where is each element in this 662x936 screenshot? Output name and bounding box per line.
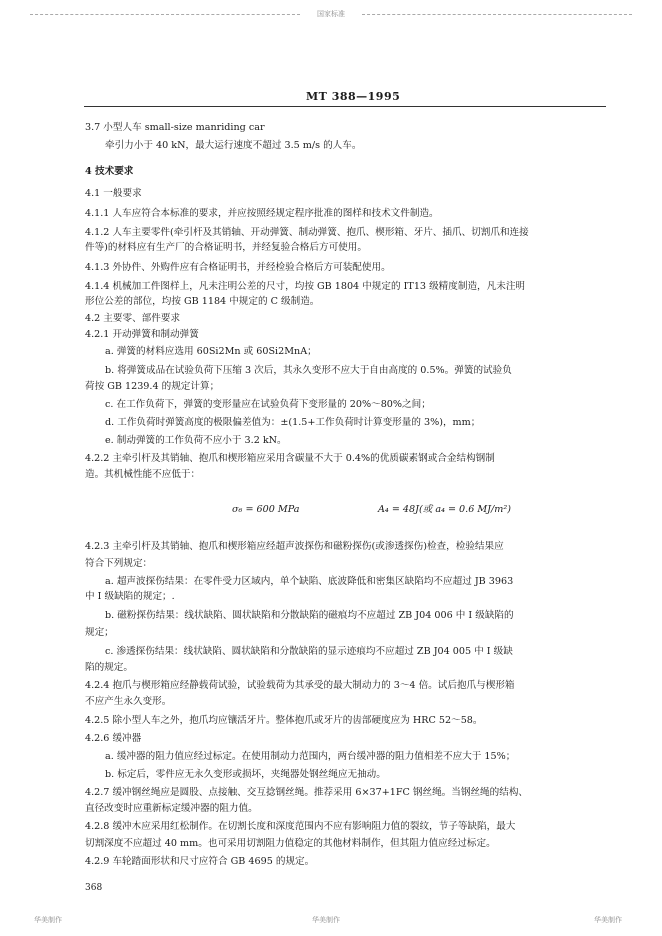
section-4-2-6-a: a. 缓冲器的阻力值应经过标定。在使用制动力范围内，两台缓冲器的阻力值相差不应大于 15%；: [105, 751, 516, 762]
section-4-2-1-b-line1: b. 将弹簧成品在试验负荷下压缩 3 次后，其永久变形不应大于自由高度的 0.5%。弹簧的试验负: [105, 365, 512, 376]
header-dash-right: [362, 14, 632, 15]
header-rule: [84, 106, 606, 107]
section-4-2-3-b-line2: 规定；: [85, 627, 114, 638]
section-4-1-3: 4.1.3 外协件、外购件应有合格证明书，并经检验合格后方可装配使用。: [85, 262, 391, 273]
section-4-2-8-line1: 4.2.8 缓冲木应采用红松制作。在切割长度和深度范围内不应有影响阻力值的裂纹，节子等缺陷，最大: [85, 821, 516, 832]
page-number: 368: [85, 883, 103, 893]
section-4-2-1-b-line2: 荷按 GB 1239.4 的规定计算；: [85, 381, 220, 392]
section-4-2-4-line1: 4.2.4 抱爪与楔形箱应经静载荷试验，试验载荷为其承受的最大制动力的 3～4 倍。试后抱爪与楔形箱: [85, 680, 515, 691]
section-4-2-1-c: c. 在工作负荷下，弹簧的变形量应在试验负荷下变形量的 20%～80%之间；: [105, 399, 431, 410]
section-4-2-6-b: b. 标定后，零件应无永久变形或损坏，夹绳器处钢丝绳应无抽动。: [105, 769, 386, 780]
header-dash-left: [30, 14, 300, 15]
section-4-2-2-line2: 造。其机械性能不应低于：: [85, 469, 201, 480]
section-4-2-7-line1: 4.2.7 缓冲钢丝绳应是圆股、点接触、交互捻钢丝绳。推荐采用 6×37+1FC 钢丝绳。当钢丝绳的结构、: [85, 787, 529, 798]
section-3-7-body: 牵引力小于 40 kN，最大运行速度不超过 3.5 m/s 的人车。: [105, 140, 362, 151]
section-4-2-1-d: d. 工作负荷时弹簧高度的极限偏差值为：±(1.5+工作负荷时计算变形量的 3%)，mm；: [105, 417, 481, 428]
section-4-2-1-e: e. 制动弹簧的工作负荷不应小于 3.2 kN。: [105, 435, 287, 446]
section-4-2-1: 4.2.1 开动弹簧和制动弹簧: [85, 329, 199, 340]
section-4-2-3-c-line1: c. 渗透探伤结果：线状缺陷、圆状缺陷和分散缺陷的显示迹痕均不应超过 ZB J04 005 中 I 级缺: [105, 646, 513, 657]
section-4-2-6: 4.2.6 缓冲器: [85, 733, 142, 744]
section-4-2-7-line2: 直径改变时应重新标定缓冲器的阻力值。: [85, 803, 258, 814]
section-4-1-2-line2: 件等)的材料应有生产厂的合格证明书，并经复验合格后方可使用。: [85, 242, 367, 253]
section-4-2-8-line2: 切割深度不应超过 40 mm。也可采用切割阻力值稳定的其他材料制作，但其阻力值应经过标定。: [85, 838, 496, 849]
section-4-2-2-line1: 4.2.2 主牵引杆及其销轴、抱爪和楔形箱应采用含碳量不大于 0.4%的优质碳素钢或合金结构钢制: [85, 453, 495, 464]
section-4-1-1: 4.1.1 人车应符合本标准的要求，并应按照经规定程序批准的图样和技术文件制造。: [85, 208, 439, 219]
header-top-label: 国家标准: [317, 10, 345, 18]
section-4-1-4-line2: 形位公差的部位，均按 GB 1184 中规定的 C 级制造。: [85, 296, 320, 307]
formula-tensile-strength: σ₆ = 600 MPa: [232, 504, 300, 515]
section-4-2-3-a-line1: a. 超声波探伤结果：在零件受力区域内，单个缺陷、底波降低和密集区缺陷均不应超过 JB 3963: [105, 576, 514, 587]
section-4-heading: 4 技术要求: [85, 166, 134, 177]
footer-label-right: 华美制作: [594, 916, 622, 924]
standard-id: MT 388—1995: [306, 90, 401, 103]
section-4-2: 4.2 主要零、部件要求: [85, 313, 181, 324]
footer-label-left: 华美制作: [34, 916, 62, 924]
formula-impact-energy: A₄ = 48J(或 a₄ = 0.6 MJ/m²): [378, 504, 511, 515]
section-4-1-2-line1: 4.1.2 人车主要零件(牵引杆及其销轴、开动弹簧、制动弹簧、抱爪、楔形箱、牙片、插爪、切割爪和连接: [85, 227, 529, 238]
section-4-2-3-line2: 符合下列规定：: [85, 558, 153, 569]
section-4-1-4-line1: 4.1.4 机械加工件图样上，凡未注明公差的尺寸，均按 GB 1804 中规定的 IT13 级精度制造，凡未注明: [85, 281, 526, 292]
section-3-7-heading: 3.7 小型人车 small-size manriding car: [85, 122, 265, 133]
section-4-2-1-a: a. 弹簧的材料应选用 60Si2Mn 或 60Si2MnA；: [105, 346, 317, 357]
section-4-2-3-a-line2: 中 I 级缺陷的规定；.: [85, 591, 175, 602]
section-4-2-9: 4.2.9 车轮踏面形状和尺寸应符合 GB 4695 的规定。: [85, 856, 315, 867]
section-4-2-5: 4.2.5 除小型人车之外，抱爪均应镶活牙片。整体抱爪或牙片的齿部硬度应为 HRC 52～58。: [85, 715, 483, 726]
footer-label-center: 华美制作: [312, 916, 340, 924]
section-4-2-3-line1: 4.2.3 主牵引杆及其销轴、抱爪和楔形箱应经超声波探伤和磁粉探伤(或渗透探伤)检查，检验结果应: [85, 541, 504, 552]
section-4-2-3-b-line1: b. 磁粉探伤结果：线状缺陷、圆状缺陷和分散缺陷的磁痕均不应超过 ZB J04 006 中 I 级缺陷的: [105, 610, 514, 621]
section-4-1: 4.1 一般要求: [85, 188, 142, 199]
section-4-2-4-line2: 不应产生永久变形。: [85, 696, 172, 707]
section-4-2-3-c-line2: 陷的规定。: [85, 662, 133, 673]
